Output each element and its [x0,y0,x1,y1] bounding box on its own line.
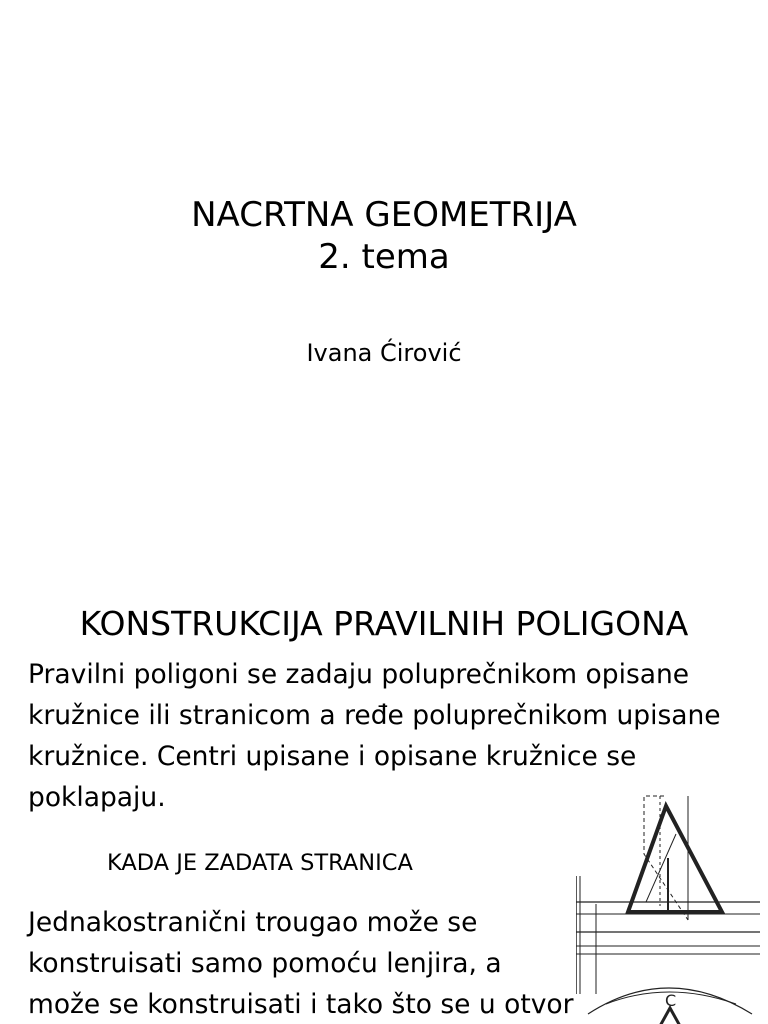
figure-inner-triangle [646,834,712,902]
presentation-title [0,194,768,278]
triangle-construction-figure [576,794,760,1024]
section-subheading: KADA JE ZADATA STRANICA [107,850,413,876]
intro-paragraph: Pravilni poligoni se zadaju poluprečnikom opisane kružnice ili stranicom a ređe poluprečnikom upisane kružnice. Centri upisane i opisane kružnice se poklapaju. [28,659,721,813]
title-line-1: NACRTNA GEOMETRIJA [191,195,577,235]
slide-title: KONSTRUKCIJA PRAVILNIH POLIGONA [79,604,689,643]
title-line-2: 2. tema [318,237,450,277]
figure-label: C [665,991,677,1010]
content-slide [0,576,768,1024]
author-name: Ivana Ćirović [306,339,462,367]
figure-triangle [628,806,722,912]
body-paragraph: Jednakostranični trougao može se konstruisati samo pomoću lenjira, a može se konstruisati i tako što se u otvor [28,907,574,1020]
figure-apex [660,1008,680,1024]
